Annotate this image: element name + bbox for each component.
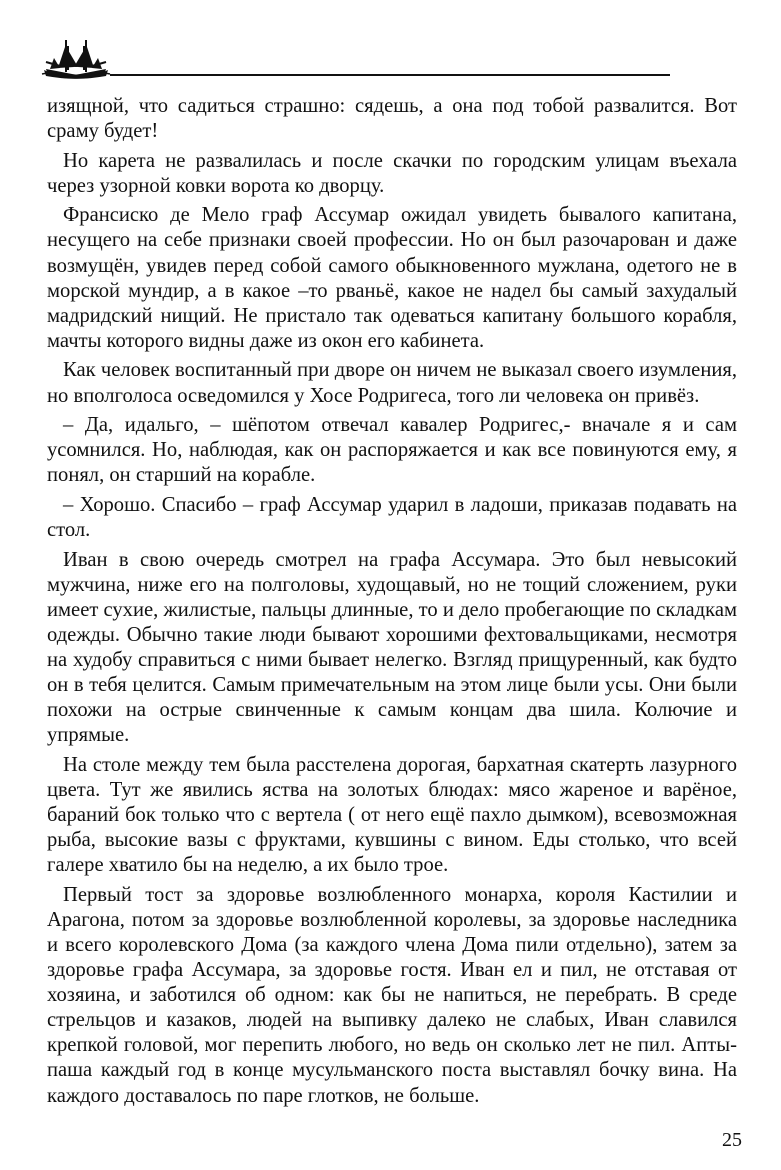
header-rule [110,74,670,76]
page-number: 25 [722,1129,742,1151]
ship-right-icon [40,36,112,80]
paragraph-3: Франсиско де Мело граф Ассумар ожидал увидеть бывалого капитана, несущего на себе признаки своей профессии. Но он был разочарован и даже возмущён, увидев перед собой самого обыкновенного мужлана, одетого не в морской мундир, а в какое –то рваньё, какое не надел бы самый захудалый мадридский нищий. Не пристало так одеваться капитану большого корабля, мачты которого видны даже из окон его кабинета. [47,204,737,352]
page-header-ornament [40,36,740,82]
paragraph-6: – Хорошо. Спасибо – граф Ассумар ударил в ладоши, приказав подавать на стол. [47,493,737,541]
paragraph-4: Как человек воспитанный при дворе он ничем не выказал своего изумления, но вполголоса осведомился у Хосе Родригеса, того ли человека он привёз. [47,359,737,407]
paragraph-2: Но карета не развалилась и после скачки по городским улицам въехала через узорной ковки ворота ко дворцу. [47,149,737,197]
paragraph-8: На столе между тем была расстелена дорогая, бархатная скатерть лазурного цвета. Тут же явились яства на золотых блюдах: мясо жареное и варёное, бараний бок только что с вертела ( от него ещё пахло дымком), всевозможная рыба, высокие вазы с фруктами, кувшины с вином. Еды столько, что всей галере хватило бы на неделю, а их было трое. [47,753,737,877]
paragraph-5: – Да, идальго, – шёпотом отвечал кавалер Родригес,- вначале я и сам усомнился. Но, наблюдая, как он распоряжается и как все повинуются ему, я понял, он старший на корабле. [47,414,737,487]
paragraph-7: Иван в свою очередь смотрел на графа Ассумара. Это был невысокий мужчина, ниже его на полголовы, худощавый, но не тощий сложением, руки имеет сухие, жилистые, пальцы длинные, то и дело пробегающие по складкам одежды. Обычно такие люди бывают хорошими фехтовальщиками, несмотря на худобу справиться с ними бывает нелегко. Взгляд прищуренный, как будто он в тебя целится. Самым примечательным на этом лице были усы. Они были похожи на острые свинченные к самым концам два шила. Колючие и упрямые. [47,548,737,747]
paragraph-1: изящной, что садиться страшно: сядешь, а она под тобой развалится. Вот сраму будет! [47,95,737,143]
body-text [47,94,737,1113]
paragraph-9: Первый тост за здоровье возлюбленного монарха, короля Кастилии и Арагона, потом за здоровье возлюбленной королевы, за здоровье наследника и всего королевского Дома (за каждого члена Дома пили отдельно), затем за здоровье графа Ассумара, за здоровье гостя. Иван ел и пил, не отставая от хозяина, и заботился об одном: как бы не напиться, не перебрать. В среде стрельцов и казаков, людей на выпивку далеко не слабых, Иван славился крепкой головой, мог перепить любого, но ведь он сколько лет не пил. Апты-паша каждый год в конце мусульманского поста выставлял бочку вина. На каждого доставалось по паре глотков, не больше. [47,883,737,1107]
